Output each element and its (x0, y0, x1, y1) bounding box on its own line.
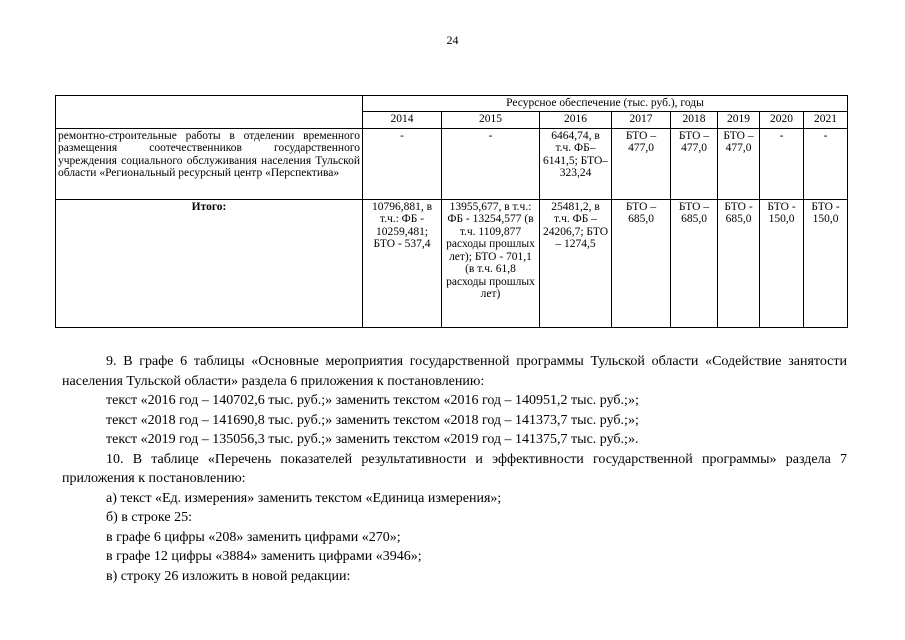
value-cell: - (363, 128, 442, 199)
value-cell: БТО – 477,0 (718, 128, 760, 199)
paragraph: 10. В таблице «Перечень показателей результативности и эффективности государственной программы» раздела 7 приложения к постановлению: (62, 451, 847, 486)
paragraph: а) текст «Ед. измерения» заменить текстом «Единица измерения»; (106, 490, 502, 506)
row-label: ремонтно-строительные работы в отделении временного размещения соотечественников государственного учреждения социального обслуживания населения Тульской области «Региональный ресурсный центр «Перспектива» (56, 128, 363, 199)
year-header: 2021 (804, 111, 848, 128)
table-row (56, 128, 848, 199)
value-cell: - (760, 128, 804, 199)
paragraph: текст «2016 год – 140702,6 тыс. руб.;» заменить текстом «2016 год – 140951,2 тыс. руб.;»; (106, 393, 639, 408)
value-cell: 13955,677, в т.ч.: ФБ - 13254,577 (в т.ч. 1109,877 расходы прошлых лет); БТО - 701,1 (в т.ч. 61,8 расходы прошлых лет) (442, 199, 540, 327)
paragraph: в) строку 26 изложить в новой редакции: (106, 568, 351, 584)
header-empty-cell (56, 96, 363, 129)
value-cell: 6464,74, в т.ч. ФБ–6141,5; БТО– 323,24 (540, 128, 612, 199)
paragraph: текст «2018 год – 141690,8 тыс. руб.;» заменить текстом «2018 год – 141373,7 тыс. руб.;»; (106, 412, 639, 428)
value-cell: - (804, 128, 848, 199)
table-row-total (56, 199, 848, 327)
paragraph: в графе 6 цифры «208» заменить цифрами «270»; (106, 529, 401, 545)
page-number: 24 (446, 33, 459, 47)
year-header: 2020 (760, 111, 804, 128)
year-header: 2014 (363, 111, 442, 128)
paragraph: текст «2019 год – 135056,3 тыс. руб.;» заменить текстом «2019 год – 141375,7 тыс. руб.;». (106, 432, 639, 447)
year-header: 2015 (442, 111, 540, 128)
year-header: 2016 (540, 111, 612, 128)
value-cell: БТО - 150,0 (804, 199, 848, 327)
year-header: 2018 (671, 111, 718, 128)
year-header: 2017 (612, 111, 671, 128)
value-cell: БТО – 477,0 (612, 128, 671, 199)
resource-table (55, 95, 848, 328)
body-text (62, 352, 847, 586)
value-cell: 10796,881, в т.ч.: ФБ - 10259,481; БТО - 537,4 (363, 199, 442, 327)
value-cell: - (442, 128, 540, 199)
paragraph: в графе 12 цифры «3884» заменить цифрами «3946»; (106, 549, 422, 564)
value-cell: БТО – 685,0 (671, 199, 718, 327)
paragraph: 9. В графе 6 таблицы «Основные мероприятия государственной программы Тульской области «Содействие занятости населения Тульской области» раздела 6 приложения к постановлению: (62, 354, 847, 389)
paragraph: б) в строке 25: (106, 510, 192, 525)
value-cell: БТО - 685,0 (718, 199, 760, 327)
row-label-total: Итого: (56, 199, 363, 327)
value-cell: БТО - 150,0 (760, 199, 804, 327)
value-cell: БТО – 477,0 (671, 128, 718, 199)
value-cell: БТО – 685,0 (612, 199, 671, 327)
year-header: 2019 (718, 111, 760, 128)
value-cell: 25481,2, в т.ч. ФБ – 24206,7; БТО – 1274,5 (540, 199, 612, 327)
header-group-title: Ресурсное обеспечение (тыс. руб.), годы (363, 96, 848, 112)
